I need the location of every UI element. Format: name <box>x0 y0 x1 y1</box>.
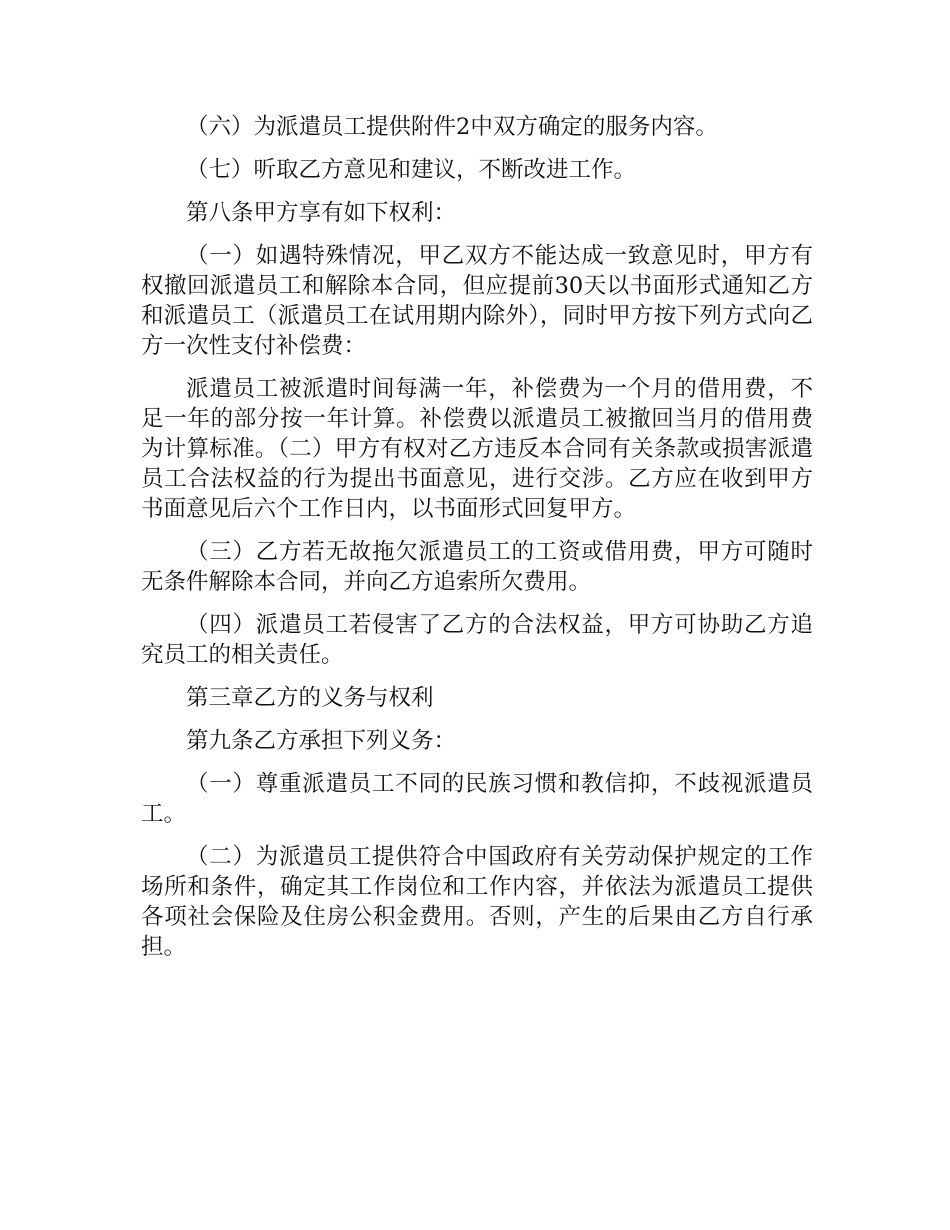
article-8-item-4: （四）派遣员工若侵害了乙方的合法权益，甲方可协助乙方追究员工的相关责任。 <box>141 612 813 668</box>
article-8-item-3: （三）乙方若无故拖欠派遣员工的工资或借用费，甲方可随时无条件解除本合同，并向乙方追索所欠费用。 <box>141 539 813 595</box>
article-8-compensation: 派遣员工被派遣时间每满一年，补偿费为一个月的借用费，不足一年的部分按一年计算。补偿费以派遣员工被撤回当月的借用费为计算标准。（二）甲方有权对乙方违反本合同有关条款或损害派遣员工合法权益的行为提出书面意见，进行交涉。乙方应在收到甲方书面意见后六个工作日内，以书面形式回复甲方。 <box>141 376 813 522</box>
article-9-heading: 第九条乙方承担下列义务： <box>186 728 457 754</box>
paragraph-item-7: （七）听取乙方意见和建议，不断改进工作。 <box>186 157 637 183</box>
article-9-item-1: （一）尊重派遣员工不同的民族习惯和教信抑，不歧视派遣员工。 <box>141 771 813 827</box>
paragraph-item-6: （六）为派遣员工提供附件2中双方确定的服务内容。 <box>186 114 718 140</box>
document-page <box>141 112 813 975</box>
article-8-item-1: （一）如遇特殊情况，甲乙双方不能达成一致意见时，甲方有权撤回派遣员工和解除本合同，但应提前30天以书面形式通知乙方和派遣员工（派遣员工在试用期内除外），同时甲方按下列方式向乙方一次性支付补偿费： <box>141 243 813 359</box>
article-9-item-2: （二）为派遣员工提供符合中国政府有关劳动保护规定的工作场所和条件，确定其工作岗位和工作内容，并依法为派遣员工提供各项社会保险及住房公积金费用。否则，产生的后果由乙方自行承担。 <box>141 844 813 960</box>
chapter-3-heading: 第三章乙方的义务与权利 <box>186 685 434 711</box>
article-8-heading: 第八条甲方享有如下权利： <box>186 200 457 226</box>
